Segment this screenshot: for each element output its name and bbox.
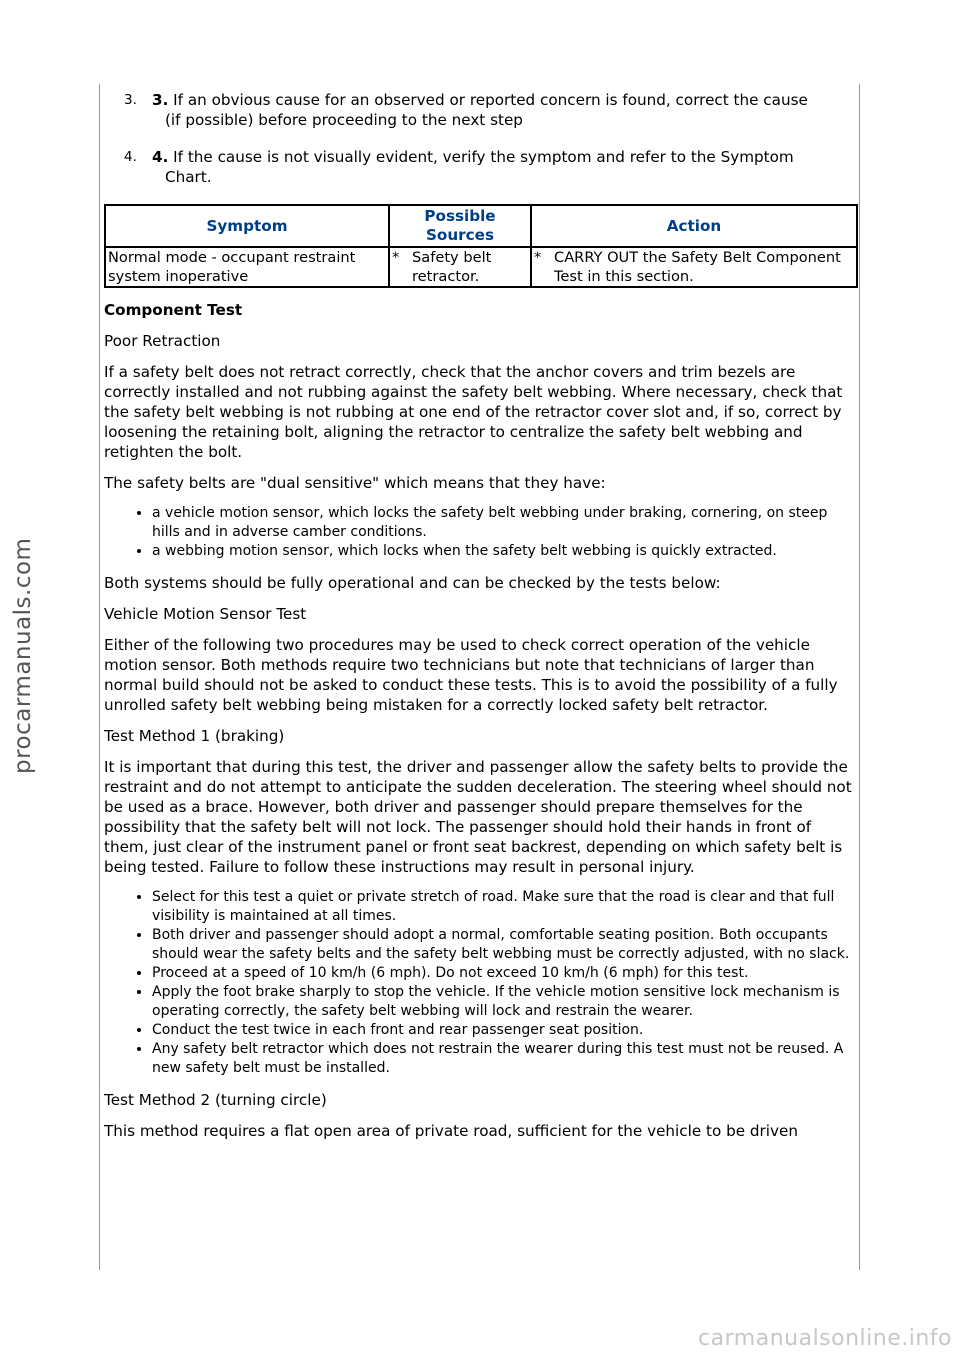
cell-symptom: Normal mode - occupant restraint system inoperative <box>105 247 389 287</box>
cell-action <box>531 247 857 287</box>
dual-sensitive-text: The safety belts are "dual sensitive" which means that they have: <box>104 474 606 492</box>
list-item: • Proceed at a speed of 10 km/h (6 mph). Do not exceed 10 km/h (6 mph) for this test. <box>152 964 856 983</box>
step-text-line2: (if possible) before proceeding to the next step <box>165 111 523 129</box>
step-text <box>152 90 856 130</box>
side-watermark <box>2 537 42 774</box>
cell-source <box>389 247 531 287</box>
step-text <box>152 147 856 187</box>
step-lead: 3. <box>152 91 169 109</box>
vehicle-motion-heading: Vehicle Motion Sensor Test <box>104 605 307 623</box>
table-header-row <box>105 205 857 247</box>
table-row <box>105 247 857 287</box>
method1-heading: Test Method 1 (braking) <box>104 727 285 745</box>
side-watermark-text: procarmanuals.com <box>10 537 36 774</box>
component-test-heading: Component Test <box>104 301 243 319</box>
list-item: • Apply the foot brake sharply to stop the vehicle. If the vehicle motion sensitive lock mechanism is operating correctly, the safety belt webbing will lock and restrain the wearer. <box>152 983 856 1021</box>
poor-retraction-heading: Poor Retraction <box>104 332 221 350</box>
step-text-line2: Chart. <box>165 168 212 186</box>
list-item: • Both driver and passenger should adopt a normal, comfortable seating position. Both occupants should wear the safety belts and the safety belt webbing must be correctly adjusted, with no slack. <box>152 926 856 964</box>
method2-text: This method requires a flat open area of private road, sufficient for the vehicle to be driven <box>104 1122 798 1140</box>
bottom-watermark: carmanualsonline.info <box>698 1326 952 1351</box>
poor-retraction-text: If a safety belt does not retract correctly, check that the anchor covers and trim bezels are correctly installed and not rubbing against the safety belt webbing. Where necessary, check that the safety belt webbing is not rubbing at one end of the retractor cover slot and, if so, correct by loosening the retaining bolt, aligning the retractor to centralize the safety belt webbing and retighten the bolt. <box>104 363 843 461</box>
step-text-line1: If the cause is not visually evident, verify the symptom and refer to the Symptom <box>173 148 794 166</box>
step-4 <box>104 147 856 187</box>
header-action: Action <box>531 205 857 247</box>
symptom-chart <box>104 204 858 288</box>
method2-heading: Test Method 2 (turning circle) <box>104 1091 327 1109</box>
vehicle-motion-text: Either of the following two procedures may be used to check correct operation of the vehicle motion sensor. Both methods require two technicians but note that technicians of larger than normal build should not be asked to conduct these tests. This is to avoid the possibility of a fully unrolled safety belt webbing being mistaken for a correctly locked safety belt retractor. <box>104 636 838 714</box>
list-item: • Select for this test a quiet or private stretch of road. Make sure that the road is clear and that full visibility is maintained at all times. <box>152 888 856 926</box>
list-item: • a vehicle motion sensor, which locks the safety belt webbing under braking, cornering, on steep hills and in adverse camber conditions. <box>152 504 856 542</box>
method1-text: It is important that during this test, the driver and passenger allow the safety belts to provide the restraint and do not attempt to anticipate the sudden deceleration. The steering wheel should not be used as a brace. However, both driver and passenger should prepare themselves for the possibility that the safety belt will not lock. The passenger should hold their hands in front of them, just clear of the instrument panel or front seat backrest, depending on which safety belt is being tested. Failure to follow these instructions may result in personal injury. <box>104 758 852 876</box>
both-systems-text: Both systems should be fully operational and can be checked by the tests below: <box>104 574 721 592</box>
step-number: 3. <box>124 92 137 108</box>
step-text-line1: If an obvious cause for an observed or reported concern is found, correct the cause <box>173 91 808 109</box>
list-item: • a webbing motion sensor, which locks when the safety belt webbing is quickly extracted. <box>152 542 856 561</box>
header-symptom: Symptom <box>105 205 389 247</box>
method1-list <box>104 888 856 1078</box>
list-item: • Any safety belt retractor which does not restrain the wearer during this test must not be reused. A new safety belt must be installed. <box>152 1040 856 1078</box>
source-text: Safety belt retractor. <box>412 249 492 285</box>
list-item: • Conduct the test twice in each front and rear passenger seat position. <box>152 1021 856 1040</box>
manual-content <box>104 90 856 1152</box>
step-lead: 4. <box>152 148 169 166</box>
header-possible-sources: Possible Sources <box>389 205 531 247</box>
bullet-star: * <box>392 249 400 266</box>
bullet-star: * <box>534 249 542 266</box>
action-text: CARRY OUT the Safety Belt Component Test in this section. <box>554 249 841 285</box>
step-3 <box>104 90 856 130</box>
sensor-list <box>104 504 856 561</box>
step-number: 4. <box>124 149 137 165</box>
